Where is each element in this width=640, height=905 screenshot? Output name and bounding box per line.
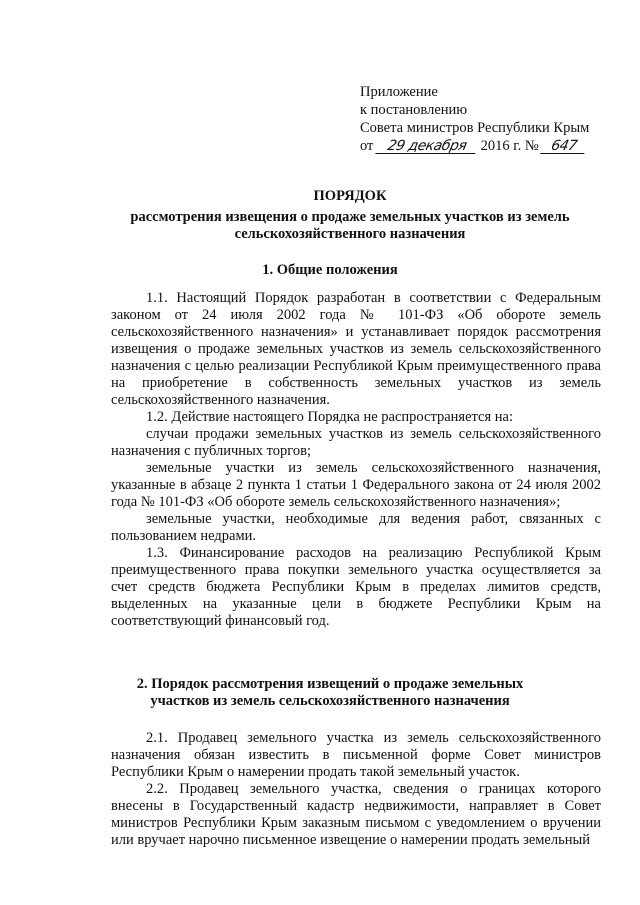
- section-2-heading-line-1: 2. Порядок рассмотрения извещений о продаже земельных: [136, 676, 524, 692]
- title-main: ПОРЯДОК: [313, 188, 387, 204]
- section-1-body: [111, 290, 601, 630]
- appendix-block: [360, 83, 620, 155]
- section-2-body: [111, 730, 601, 849]
- appendix-line-2: к постановлению: [360, 102, 468, 118]
- paragraph-1-2-c: земельные участки, необходимые для ведения работ, связанных с пользованием недрами.: [111, 511, 601, 544]
- section-2-heading-line-2: участков из земель сельскохозяйственного назначения: [150, 693, 510, 709]
- section-1-heading: 1. Общие положения: [262, 262, 398, 278]
- appendix-line-3: Совета министров Республики Крым: [360, 120, 590, 136]
- paragraph-1-3: 1.3. Финансирование расходов на реализацию Республикой Крым преимущественного права покупки земельного участка осуществляется за счет средств бюджета Республики Крым в пределах лимитов средств, выделенных на указанные цели в бюджете Республики Крым на соответствующий финансовый год.: [111, 545, 601, 629]
- section-2-heading: [60, 676, 600, 710]
- paragraph-1-1: 1.1. Настоящий Порядок разработан в соответствии с Федеральным законом от 24 июля 2002 года № 101-ФЗ «Об обороте земель сельскохозяйственного назначения» и устанавливает порядок рассмотрения извещения о продаже земельных участков из земель сельскохозяйственного назначения с целью реализации Республикой Крым преимущественного права на приобретение в собственность земельных участков из земель сельскохозяйственного назначения.: [111, 290, 601, 408]
- title-subtitle: рассмотрения извещения о продаже земельных участков из земель сельскохозяйственного назначения: [130, 209, 570, 242]
- handwritten-number: 647: [540, 137, 588, 155]
- document-title: [100, 188, 600, 243]
- handwritten-date: 29 декабря: [375, 137, 479, 155]
- paragraph-1-2-b: земельные участки из земель сельскохозяйственного назначения, указанные в абзаце 2 пункта 1 статьи 1 Федерального закона от 24 июля 2002 года № 101-ФЗ «Об обороте земель сельскохозяйственного назначения»;: [111, 460, 601, 510]
- appendix-year: 2016 г. №: [480, 138, 539, 154]
- paragraph-1-2: 1.2. Действие настоящего Порядка не распространяется на:: [146, 409, 513, 425]
- appendix-date-line: [360, 137, 620, 155]
- paragraph-1-2-a: случаи продажи земельных участков из земель сельскохозяйственного назначения с публичных торгов;: [111, 426, 601, 459]
- appendix-prefix: от: [360, 138, 374, 154]
- paragraph-2-2: 2.2. Продавец земельного участка, сведения о границах которого внесены в Государственный кадастр недвижимости, направляет в Совет министров Республики Крым заказным письмом с уведомлением о вручении или вручает нарочно письменное извещение о намерении продать земельный: [111, 781, 601, 848]
- paragraph-2-1: 2.1. Продавец земельного участка из земель сельскохозяйственного назначения обязан известить в письменной форме Совет министров Республики Крым о намерении продать такой земельный участок.: [111, 730, 601, 780]
- appendix-line-1: Приложение: [360, 84, 438, 100]
